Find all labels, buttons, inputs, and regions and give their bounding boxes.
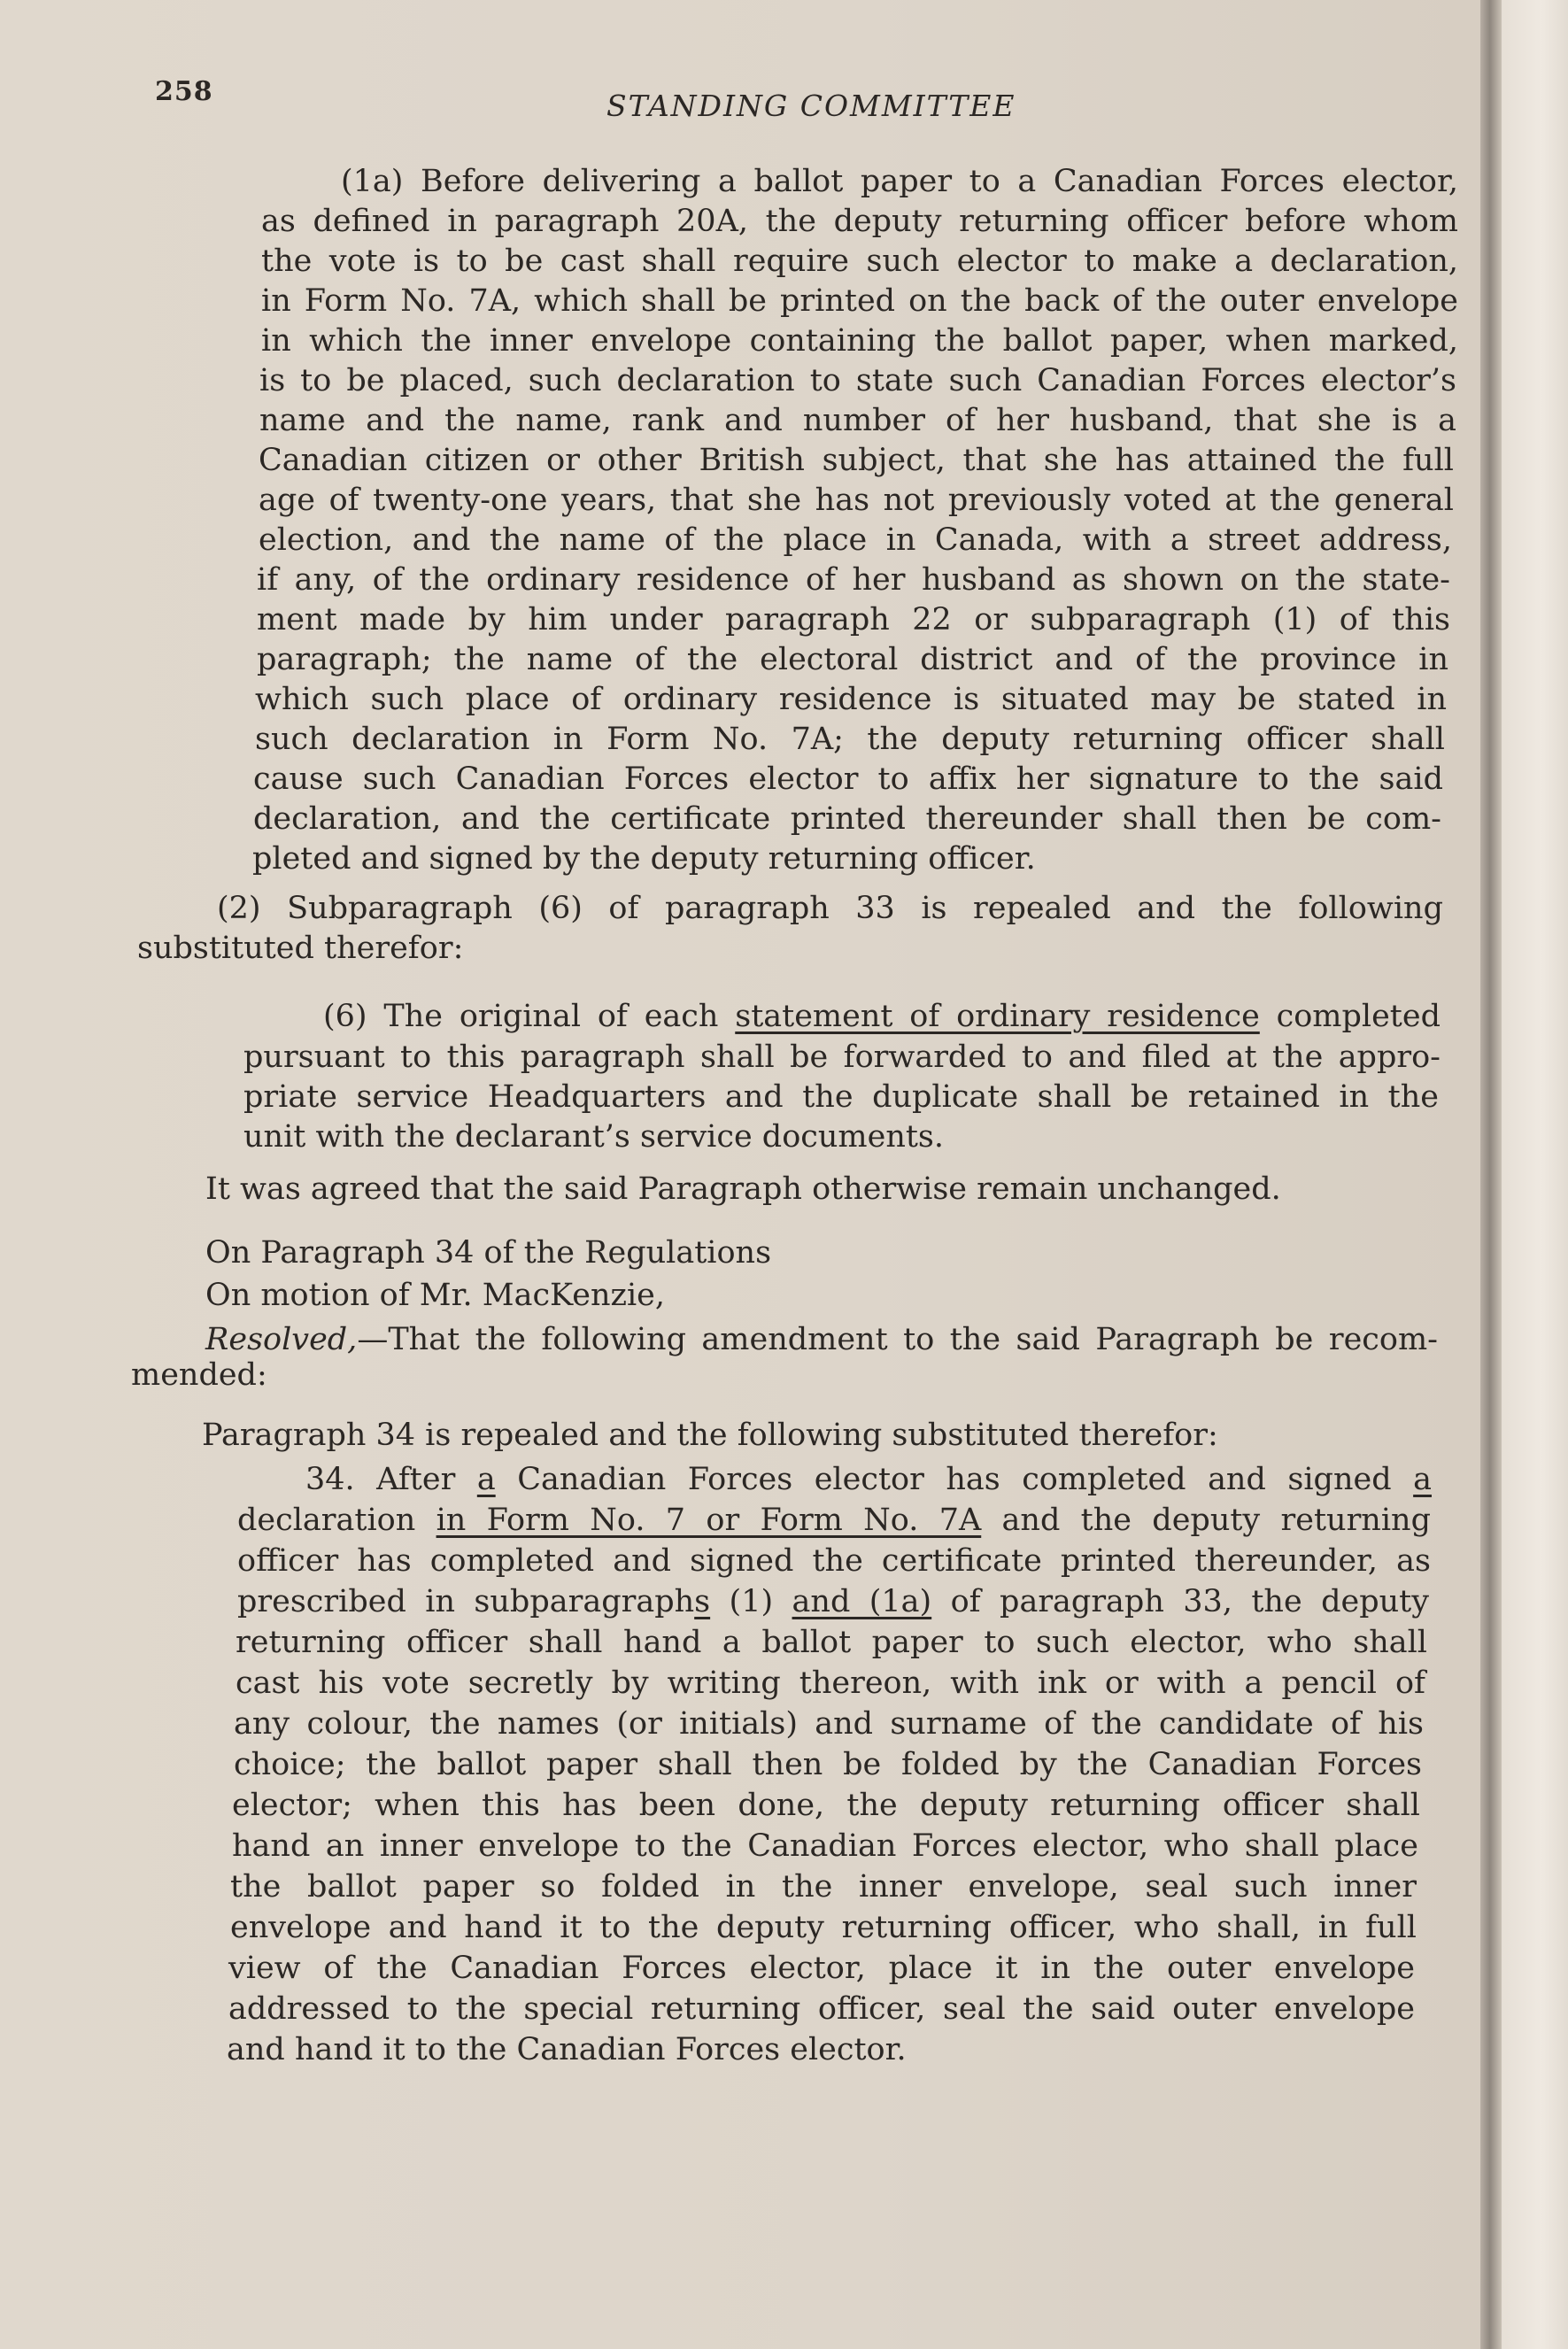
para-34-text: prescribed in subparagraph <box>237 1584 695 1619</box>
page-number: 258 <box>155 76 213 107</box>
underlined-amendment: in Form No. 7 or Form No. 7A <box>436 1503 982 1538</box>
para-6-line: unit with the declarant’s service documents. <box>243 1119 945 1155</box>
para-1a-line: (1a) Before delivering a ballot paper to a Canadian Forces elector, <box>341 164 1458 199</box>
para-1a-line: is to be placed, such declaration to state such Canadian Forces elector’s <box>259 363 1456 398</box>
para-34-line: elector; when this has been done, the deputy returning officer shall <box>232 1788 1420 1823</box>
para-1a-line: in Form No. 7A, which shall be printed on the back of the outer envelope <box>261 283 1458 319</box>
para-34-text: Canadian Forces elector has completed and signed <box>495 1462 1414 1497</box>
para-34-line: envelope and hand it to the deputy returning officer, who shall, in full <box>230 1910 1417 1945</box>
para-34-line: choice; the ballot paper shall then be folded by the Canadian Forces <box>234 1747 1422 1782</box>
para-34-line: view of the Canadian Forces elector, place it in the outer envelope <box>228 1951 1415 1986</box>
on-motion-line: On motion of Mr. MacKenzie, <box>205 1278 665 1313</box>
underlined-amendment: s <box>694 1584 711 1619</box>
para-6-line: pursuant to this paragraph shall be forwarded to and filed at the appro- <box>243 1039 1441 1075</box>
para-1a-line: in which the inner envelope containing the ballot paper, when marked, <box>261 323 1458 359</box>
para-1a-line: such declaration in Form No. 7A; the deputy returning officer shall <box>255 722 1445 757</box>
adjacent-page-edge <box>1502 0 1568 2349</box>
para-1a-line: ment made by him under paragraph 22 or subparagraph (1) of this <box>257 602 1450 637</box>
para-1a-line: which such place of ordinary residence is situated may be stated in <box>255 682 1447 717</box>
para-34-line <box>237 1500 1431 1541</box>
para-1a-line: if any, of the ordinary residence of her husband as shown on the state- <box>257 562 1450 598</box>
agreed-note: It was agreed that the said Paragraph otherwise remain unchanged. <box>205 1171 1281 1207</box>
para-34-line: cast his vote secretly by writing thereon, with ink or with a pencil of <box>236 1665 1425 1701</box>
para-34-text: 34. After <box>305 1462 477 1497</box>
para-1a-line: the vote is to be cast shall require such elector to make a declaration, <box>261 243 1458 279</box>
para-34-text: (1) <box>710 1584 792 1619</box>
para-1a-line: cause such Canadian Forces elector to affix her signature to the said <box>253 761 1443 797</box>
resolved-line: mended: <box>131 1357 267 1393</box>
underlined-amendment: a <box>1413 1462 1432 1497</box>
para-34-line: officer has completed and signed the certificate printed thereunder, as <box>237 1543 1431 1579</box>
para-34-line <box>237 1581 1429 1622</box>
para-1a-line: paragraph; the name of the electoral district and of the province in <box>257 642 1448 677</box>
para-6-text: completed <box>1259 999 1441 1034</box>
para-1a-line: pleted and signed by the deputy returning officer. <box>252 841 1036 877</box>
underlined-amendment: and (1a) <box>792 1584 932 1619</box>
para-2-line: substituted therefor: <box>137 931 464 966</box>
para-34-line: returning officer shall hand a ballot paper to such elector, who shall <box>236 1625 1427 1660</box>
para-34-line: any colour, the names (or initials) and surname of the candidate of his <box>234 1706 1424 1742</box>
on-paragraph-heading: On Paragraph 34 of the Regulations <box>205 1235 772 1271</box>
para-34-line: hand an inner envelope to the Canadian Forces elector, who shall place <box>232 1828 1418 1864</box>
para-34-text: declaration <box>237 1503 436 1538</box>
running-head: STANDING COMMITTEE <box>606 89 1016 123</box>
para-1a-line: election, and the name of the place in Canada, with a street address, <box>259 522 1452 558</box>
underlined-amendment: a <box>476 1462 496 1497</box>
repealed-line: Paragraph 34 is repealed and the following substituted therefor: <box>202 1418 1218 1453</box>
para-1a-line: age of twenty-one years, that she has not previously voted at the general <box>259 483 1454 518</box>
para-34-line <box>305 1459 1432 1500</box>
para-34-line: the ballot paper so folded in the inner envelope, seal such inner <box>230 1869 1417 1905</box>
para-1a-line: Canadian citizen or other British subject, that she has attained the full <box>259 443 1454 478</box>
para-2-line: (2) Subparagraph (6) of paragraph 33 is repealed and the following <box>217 891 1443 926</box>
para-6-line <box>323 996 1441 1037</box>
para-34-text: of paragraph 33, the deputy <box>931 1584 1429 1619</box>
para-1a-line: name and the name, rank and number of her husband, that she is a <box>259 403 1456 438</box>
para-34-line: and hand it to the Canadian Forces elector. <box>227 2032 907 2067</box>
resolved-label: Resolved, <box>205 1322 358 1357</box>
para-1a-line: as defined in paragraph 20A, the deputy returning officer before whom <box>261 204 1458 239</box>
book-gutter-shadow <box>1480 0 1502 2349</box>
resolved-text: —That the following amendment to the said Paragraph be recom- <box>357 1322 1438 1357</box>
para-34-line: addressed to the special returning officer, seal the said outer envelope <box>228 1991 1415 2027</box>
para-34-text: and the deputy returning <box>981 1503 1431 1538</box>
para-6-text: (6) The original of each <box>323 999 736 1034</box>
underlined-amendment: statement of ordinary residence <box>735 999 1260 1034</box>
para-6-line: priate service Headquarters and the duplicate shall be retained in the <box>243 1079 1439 1115</box>
para-1a-line: declaration, and the certificate printed thereunder shall then be com- <box>253 801 1441 837</box>
